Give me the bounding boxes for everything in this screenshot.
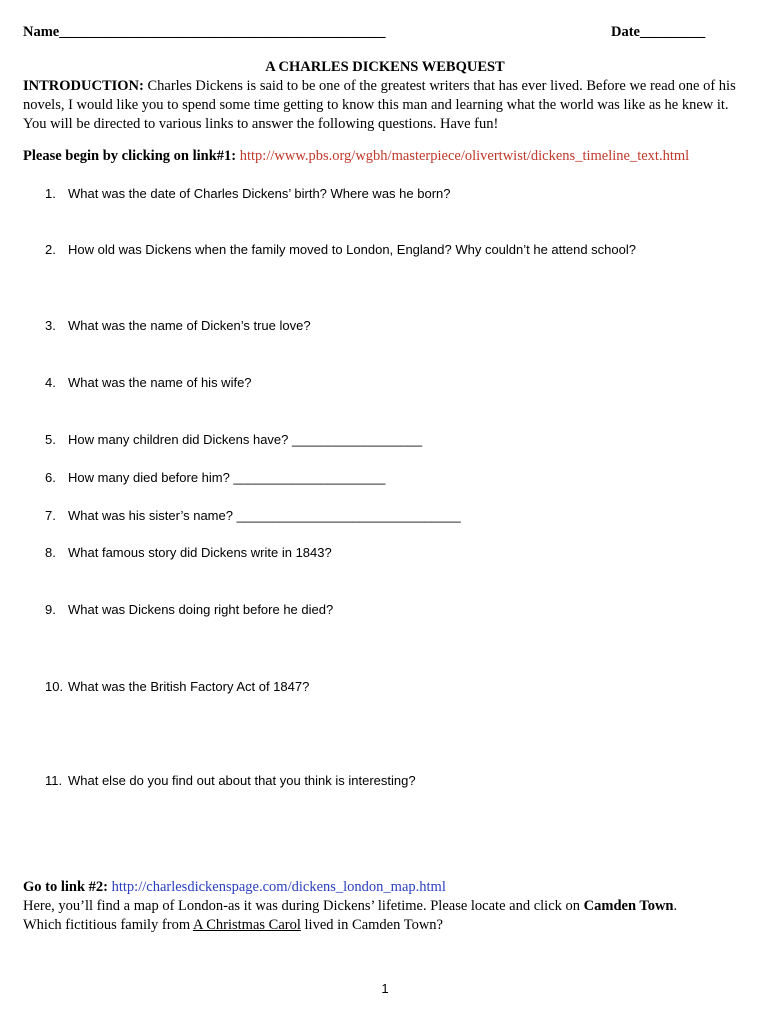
question-11 (45, 773, 416, 788)
date-line (611, 24, 705, 41)
question-6 (45, 470, 385, 485)
question-text[interactable]: How many children did Dickens have? __________________ (68, 432, 423, 447)
link1-url[interactable]: http://www.pbs.org/wgbh/masterpiece/olivertwist/dickens_timeline_text.html (239, 148, 690, 164)
page-title: A CHARLES DICKENS WEBQUEST (265, 59, 505, 75)
question-text: What was the name of his wife? (68, 375, 252, 390)
intro-label: INTRODUCTION: (23, 78, 144, 94)
intro-text: Charles Dickens is said to be one of the greatest writers that has ever lived. Before we read one of his novels, I would like you to spend some time getting to know this man and learning what the world was like as he knew it. You will be directed to various links to answer the following questions. Have fun! (23, 78, 736, 132)
question-text: What famous story did Dickens write in 1843? (68, 545, 332, 560)
question-text: What was the British Factory Act of 1847? (68, 679, 310, 694)
question-text-start: Which fictitious family from (23, 917, 193, 933)
link2-section (23, 878, 753, 935)
question-number: 9. (45, 602, 56, 617)
question-7 (45, 508, 461, 523)
question-4 (45, 375, 252, 390)
question-number: 5. (45, 432, 56, 447)
instructions-text: Here, you’ll find a map of London-as it was during Dickens’ lifetime. Please locate and click on (23, 898, 584, 914)
link2-url[interactable]: http://charlesdickenspage.com/dickens_london_map.html (111, 879, 446, 895)
question-number: 8. (45, 545, 56, 560)
link1-line (23, 148, 689, 165)
question-text[interactable]: What was his sister’s name? _______________________________ (68, 508, 461, 523)
question-1 (45, 186, 450, 201)
instructions-end: . (673, 898, 678, 914)
question-10 (45, 679, 309, 694)
question-number: 11. (45, 773, 63, 788)
question-text: What else do you find out about that you think is interesting? (68, 773, 416, 788)
link2-question (23, 916, 753, 935)
question-number: 4. (45, 375, 56, 390)
name-label: Name (23, 24, 60, 40)
question-number: 3. (45, 318, 56, 333)
question-number: 10. (45, 679, 64, 694)
date-blank[interactable]: _________ (640, 24, 706, 40)
question-2 (45, 242, 636, 257)
link2-label: Go to link #2: (23, 879, 112, 895)
question-text[interactable]: How many died before him? _____________________ (68, 470, 386, 485)
question-text: How old was Dickens when the family moved to London, England? Why couldn’t he attend school? (68, 242, 636, 257)
question-number: 7. (45, 508, 56, 523)
christmas-carol-title: A Christmas Carol (192, 917, 301, 933)
question-text: What was Dickens doing right before he died? (68, 602, 334, 617)
link2-line (23, 878, 753, 897)
question-number: 2. (45, 242, 56, 257)
question-text: What was the name of Dicken’s true love? (68, 318, 311, 333)
question-9 (45, 602, 333, 617)
link1-label: Please begin by clicking on link#1: (23, 148, 240, 164)
name-blank[interactable]: _____________________________________________ (59, 24, 386, 40)
question-3 (45, 318, 311, 333)
question-5 (45, 432, 422, 447)
introduction-paragraph (23, 77, 753, 134)
camden-town-text: Camden Town (583, 898, 674, 914)
name-line (23, 24, 386, 41)
question-number: 1. (45, 186, 56, 201)
page-number: 1 (381, 981, 389, 996)
question-text-end: lived in Camden Town? (300, 917, 443, 933)
date-label: Date (611, 24, 640, 40)
question-8 (45, 545, 332, 560)
link2-instructions (23, 897, 753, 916)
question-number: 6. (45, 470, 56, 485)
question-text: What was the date of Charles Dickens’ birth? Where was he born? (68, 186, 451, 201)
